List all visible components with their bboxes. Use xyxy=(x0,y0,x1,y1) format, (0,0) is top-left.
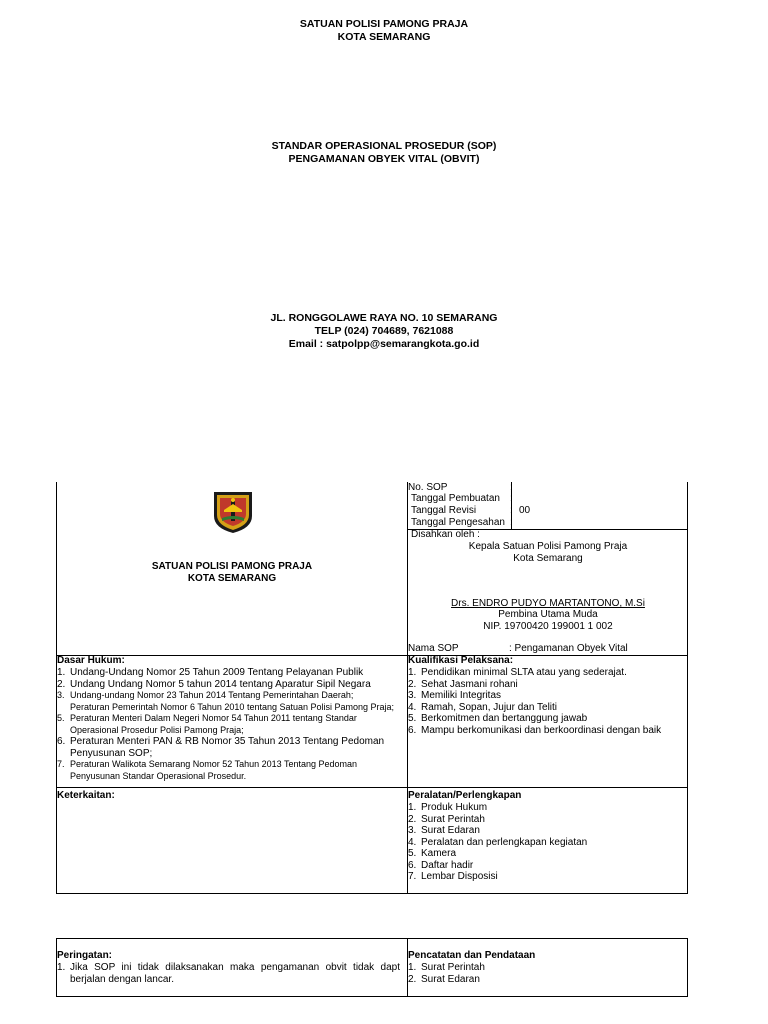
list-text: Peraturan Walikota Semarang Nomor 52 Tahun 2013 Tentang Pedoman Penyusunan Standar Operasional Prosedur. xyxy=(70,759,358,781)
address-street: JL. RONGGOLAWE RAYA NO. 10 SEMARANG xyxy=(270,312,498,324)
equipment-title: Peralatan/Perlengkapan xyxy=(408,790,522,801)
qualification-list xyxy=(408,667,661,736)
list-item xyxy=(408,860,587,872)
list-number: 6. xyxy=(408,859,417,871)
list-item xyxy=(408,871,587,883)
field-created-colon: : xyxy=(510,493,513,504)
approver-title-2: Kota Semarang xyxy=(513,553,583,564)
list-number: 2. xyxy=(408,813,417,825)
list-item xyxy=(57,736,407,759)
list-item xyxy=(408,802,587,814)
list-item xyxy=(57,690,407,702)
list-number: 1. xyxy=(408,802,417,813)
list-item xyxy=(408,974,485,986)
list-number: 3. xyxy=(57,690,65,700)
address-phone: TELP (024) 704689, 7621088 xyxy=(314,325,454,337)
list-number: 6. xyxy=(57,736,66,747)
list-text: Sehat Jasmani rohani xyxy=(421,678,518,690)
list-item xyxy=(408,702,661,714)
list-item xyxy=(57,679,407,691)
list-text: Surat Perintah xyxy=(421,813,485,825)
relation-title: Keterkaitan: xyxy=(57,790,115,801)
table-org-name xyxy=(57,561,407,585)
list-item xyxy=(408,679,661,691)
field-approval-label: Tanggal Pengesahan xyxy=(411,517,505,528)
list-number: 3. xyxy=(408,825,417,836)
list-number: 7. xyxy=(57,759,65,769)
list-number: 1. xyxy=(408,667,417,678)
list-number: 7. xyxy=(408,871,417,882)
list-text: Pendidikan minimal SLTA atau yang sederajat. xyxy=(421,667,627,678)
list-text: Ramah, Sopan, Jujur dan Teliti xyxy=(421,701,558,713)
list-item xyxy=(408,713,661,725)
table-org-line2: KOTA SEMARANG xyxy=(187,573,277,584)
list-number: 4. xyxy=(408,836,417,848)
list-number: 6. xyxy=(408,724,417,736)
warning-title: Peringatan: xyxy=(57,950,113,961)
field-no-sop-colon: : xyxy=(510,482,513,493)
field-approval-colon: : xyxy=(510,517,513,528)
warning-number: 1. xyxy=(57,962,66,973)
list-text: Daftar hadir xyxy=(421,859,474,871)
list-item xyxy=(408,848,587,860)
sop-name-label: Nama SOP xyxy=(408,643,459,654)
list-number: 5. xyxy=(57,713,65,723)
records-list xyxy=(408,962,485,985)
sop-name-value: : Pengamanan Obyek Vital xyxy=(509,643,628,654)
list-item xyxy=(57,667,407,679)
list-text: Peraturan Menteri Dalam Negeri Nomor 54 Tahun 2011 tentang Standar Operasional Prosedur Polisi Pamong Praja; xyxy=(70,713,357,735)
list-item xyxy=(57,759,407,782)
table-org-line1: SATUAN POLISI PAMONG PRAJA xyxy=(151,561,313,572)
approver-name: Drs. ENDRO PUDYO MARTANTONO, M.Si xyxy=(451,598,645,609)
list-text: Undang Undang Nomor 5 tahun 2014 tentang Aparatur Sipil Negara xyxy=(70,678,371,690)
list-number: 1. xyxy=(408,962,417,973)
list-number: 5. xyxy=(408,848,417,859)
list-text: Berkomitmen dan bertanggung jawab xyxy=(421,713,588,724)
list-item xyxy=(408,667,661,679)
document-title xyxy=(0,140,768,166)
list-number: 2. xyxy=(408,678,417,690)
field-no-sop-label: No. SOP xyxy=(408,482,448,493)
header-org-line2: KOTA SEMARANG xyxy=(337,31,431,43)
list-number: 4. xyxy=(408,701,417,713)
header-org xyxy=(0,18,768,44)
sop-table xyxy=(56,482,688,894)
list-text: Mampu berkomunikasi dan berkoordinasi dengan baik xyxy=(421,724,662,736)
list-text: Peraturan Pemerintah Nomor 6 Tahun 2010 tentang Satuan Polisi Pamong Praja; xyxy=(70,701,395,712)
approver-nip: NIP. 19700420 199001 1 002 xyxy=(483,621,613,632)
list-number: 3. xyxy=(408,690,417,701)
list-text: Undang-undang Nomor 23 Tahun 2014 Tentang Pemerintahan Daerah; xyxy=(70,690,354,700)
list-number: 2. xyxy=(408,973,417,985)
warning-table xyxy=(56,938,688,997)
address-email: Email : satpolpp@semarangkota.go.id xyxy=(288,338,480,350)
list-item xyxy=(408,725,661,737)
field-created-label: Tanggal Pembuatan xyxy=(411,493,500,504)
approver-rank: Pembina Utama Muda xyxy=(498,609,598,620)
records-title: Pencatatan dan Pendataan xyxy=(408,950,536,961)
list-text: Produk Hukum xyxy=(421,802,488,813)
list-text: Lembar Disposisi xyxy=(421,871,498,882)
field-revision-colon: : xyxy=(510,505,513,516)
header-org-line1: SATUAN POLISI PAMONG PRAJA xyxy=(299,18,469,30)
list-item xyxy=(408,690,661,702)
list-text: Peraturan Menteri PAN & RB Nomor 35 Tahun 2013 Tentang Pedoman Penyusunan SOP; xyxy=(70,736,385,759)
list-text: Peralatan dan perlengkapan kegiatan xyxy=(421,836,588,848)
equipment-list xyxy=(408,802,587,883)
approver-title-1: Kepala Satuan Polisi Pamong Praja xyxy=(468,541,628,552)
qualification-title: Kualifikasi Pelaksana: xyxy=(408,655,514,666)
title-line2: PENGAMANAN OBYEK VITAL (OBVIT) xyxy=(288,153,480,165)
address-block xyxy=(0,312,768,351)
list-text: Surat Edaran xyxy=(421,973,480,985)
list-number: 1. xyxy=(57,667,66,678)
list-item xyxy=(57,702,407,714)
warning-text: Jika SOP ini tidak dilaksanakan maka pengamanan obvit tidak dapt berjalan dengan lancar. xyxy=(70,962,400,985)
list-text: Memiliki Integritas xyxy=(421,690,502,701)
field-revision-value: 00 xyxy=(519,505,531,516)
list-item xyxy=(57,713,407,736)
list-number: 2. xyxy=(57,678,66,690)
list-item xyxy=(408,962,485,974)
legal-basis-list xyxy=(57,667,407,782)
approved-by-label: Disahkan oleh : xyxy=(411,529,480,540)
title-line1: STANDAR OPERASIONAL PROSEDUR (SOP) xyxy=(271,140,497,152)
legal-basis-title: Dasar Hukum: xyxy=(57,655,125,666)
list-text: Surat Edaran xyxy=(421,825,480,836)
list-text: Undang-Undang Nomor 25 Tahun 2009 Tentang Pelayanan Publik xyxy=(70,667,364,678)
list-item xyxy=(408,814,587,826)
list-item xyxy=(408,825,587,837)
list-text: Kamera xyxy=(421,848,457,859)
field-revision-label: Tanggal Revisi xyxy=(411,505,477,516)
list-number: 5. xyxy=(408,713,417,724)
list-text: Surat Perintah xyxy=(421,962,485,973)
list-item xyxy=(408,837,587,849)
semarang-coat-of-arms-icon xyxy=(212,490,254,534)
